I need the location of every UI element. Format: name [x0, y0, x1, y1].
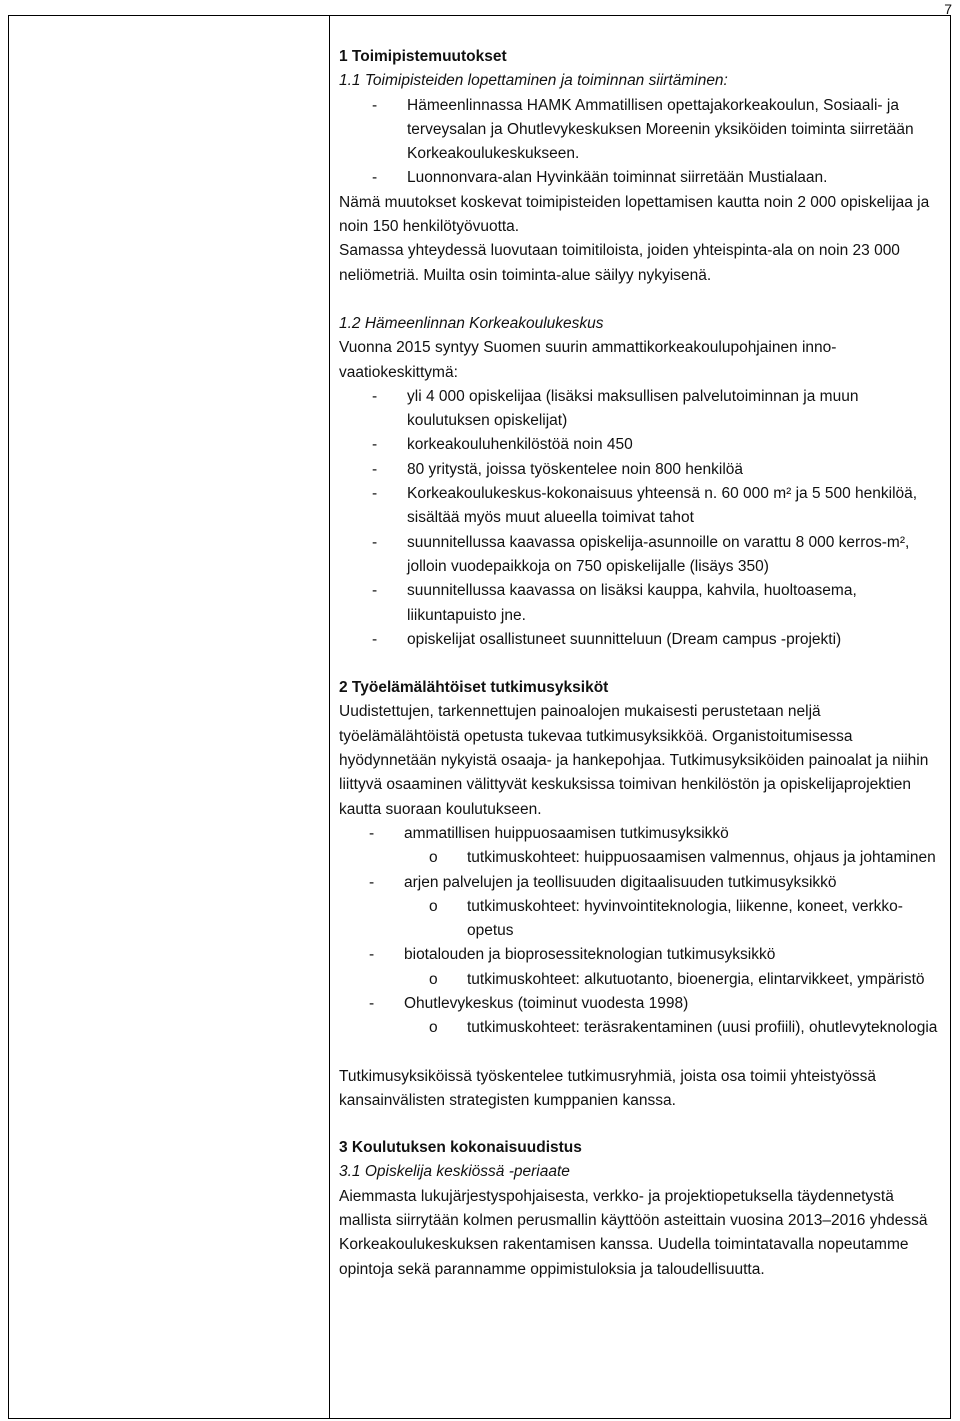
list-item: - korkeakouluhenkilöstöä noin 450	[339, 433, 939, 457]
circle-bullet: o	[429, 1019, 438, 1037]
paragraph: Nämä muutokset koskevat toimipisteiden lopettamisen kautta noin 2 000 opiskelijaa ja noin 150 henkilötyövuotta.	[339, 193, 930, 236]
dash-bullet: -	[372, 169, 378, 187]
list-item: - yli 4 000 opiskelijaa (lisäksi maksullisen palvelutoiminnan ja muun koulutuksen opiskelijat)	[339, 385, 939, 434]
dash-bullet: -	[369, 994, 375, 1012]
list-item: - ammatillisen huippuosaamisen tutkimusyksikkö	[339, 822, 939, 846]
section-1-2-heading: 1.2 Hämeenlinnan Korkeakoulukeskus	[339, 314, 604, 332]
section-1-1-heading: 1.1 Toimipisteiden lopettaminen ja toiminnan siirtäminen:	[339, 72, 728, 90]
dash-bullet: -	[372, 630, 378, 648]
list-item: - arjen palvelujen ja teollisuuden digitaalisuuden tutkimusyksikkö	[339, 871, 939, 895]
list-item: - opiskelijat osallistuneet suunnitteluun (Dream campus -projekti)	[339, 628, 939, 652]
list-item: - Ohutlevykeskus (toiminut vuodesta 1998)	[339, 992, 939, 1016]
paragraph: Samassa yhteydessä luovutaan toimitiloista, joiden yhteispinta-ala on noin 23 000 neliömetriä. Muilta osin toiminta-alue säilyy nykyisenä.	[339, 242, 900, 284]
circle-bullet: o	[429, 849, 438, 867]
dash-bullet: -	[372, 582, 378, 600]
sub-list-item: o tutkimuskohteet: huippuosaamisen valmennus, ohjaus ja johtaminen	[339, 846, 939, 870]
paragraph: Aiemmasta lukujärjestyspohjaisesta, verkko- ja projektiopetuksella täydennetystä mallista siirrytään kolmen perusmallin käyttöön asteittain vuosina 2013–2016 yhdessä Korkeakoulukeskuksen rakentamisen kanssa. Uudella toimintatavalla nopeutamme opintoja sekä parannamme oppimistuloksia ja taloudellisuutta.	[339, 1187, 928, 1278]
paragraph: Vuonna 2015 syntyy Suomen suurin ammattikorkeakoulupohjainen innovaatiokeskittymä:	[339, 339, 837, 381]
document-body	[339, 45, 939, 1282]
list-item: - Hämeenlinnassa HAMK Ammatillisen opettajakorkeakoulun, Sosiaali- ja terveysalan ja Ohutlevykeskuksen Moreenin yksiköiden toiminta siirretään Korkeakoulukeskukseen.	[339, 94, 939, 167]
sub-list-item: o tutkimuskohteet: hyvinvointiteknologia, liikenne, koneet, verkko-opetus	[339, 895, 939, 944]
list-item: - 80 yritystä, joissa työskentelee noin 800 henkilöä	[339, 458, 939, 482]
list-item: - suunnitellussa kaavassa on lisäksi kauppa, kahvila, huoltoasema, liikuntapuisto jne.	[339, 579, 939, 628]
dash-bullet: -	[372, 485, 378, 503]
list-item: - Korkeakoulukeskus-kokonaisuus yhteensä n. 60 000 m² ja 5 500 henkilöä, sisältää myös muut alueella toimivat tahot	[339, 482, 939, 531]
dash-bullet: -	[372, 436, 378, 454]
section-3-heading: 3 Koulutuksen kokonaisuudistus	[339, 1139, 582, 1157]
section-3-1-heading: 3.1 Opiskelija keskiössä -periaate	[339, 1163, 570, 1181]
paragraph: Tutkimusyksiköissä työskentelee tutkimusryhmiä, joista osa toimii yhteistyössä kansainvälisten strategisten kumppanien kanssa.	[339, 1067, 876, 1109]
dash-bullet: -	[369, 946, 375, 964]
section-2-heading: 2 Työelämälähtöiset tutkimusyksiköt	[339, 679, 609, 697]
column-divider	[329, 16, 330, 1419]
circle-bullet: o	[429, 897, 438, 915]
page-number: 7	[944, 1, 952, 17]
paragraph: Uudistettujen, tarkennettujen painoalojen mukaisesti perustetaan neljä työelämälähtöistä opetusta tukevaa tutkimusyksikköä. Organistoitumisessa hyödynnetään nykyistä osaaja- ja hankepohjaa. Tutkimusyksiköiden painoalat ja niihin liittyvä osaaminen välittyvät keskuksissa toimivan henkilöstön ja opiskelijaprojektien kautta suoraan koulutukseen.	[339, 703, 929, 818]
dash-bullet: -	[372, 387, 378, 405]
section-1-heading: 1 Toimipistemuutokset	[339, 48, 507, 65]
dash-bullet: -	[372, 96, 378, 114]
dash-bullet: -	[369, 824, 375, 842]
dash-bullet: -	[369, 873, 375, 891]
list-item: - suunnitellussa kaavassa opiskelija-asunnoille on varattu 8 000 kerros-m², jolloin vuodepaikkoja on 750 opiskelijalle (lisäys 350)	[339, 531, 939, 580]
sub-list-item: o tutkimuskohteet: teräsrakentaminen (uusi profiili), ohutlevyteknologia	[339, 1016, 939, 1040]
dash-bullet: -	[372, 460, 378, 478]
circle-bullet: o	[429, 970, 438, 988]
sub-list-item: o tutkimuskohteet: alkutuotanto, bioenergia, elintarvikkeet, ympäristö	[339, 968, 939, 992]
dash-bullet: -	[372, 533, 378, 551]
list-item: - biotalouden ja bioprosessiteknologian tutkimusyksikkö	[339, 943, 939, 967]
list-item: - Luonnonvara-alan Hyvinkään toiminnat siirretään Mustialaan.	[339, 166, 939, 190]
